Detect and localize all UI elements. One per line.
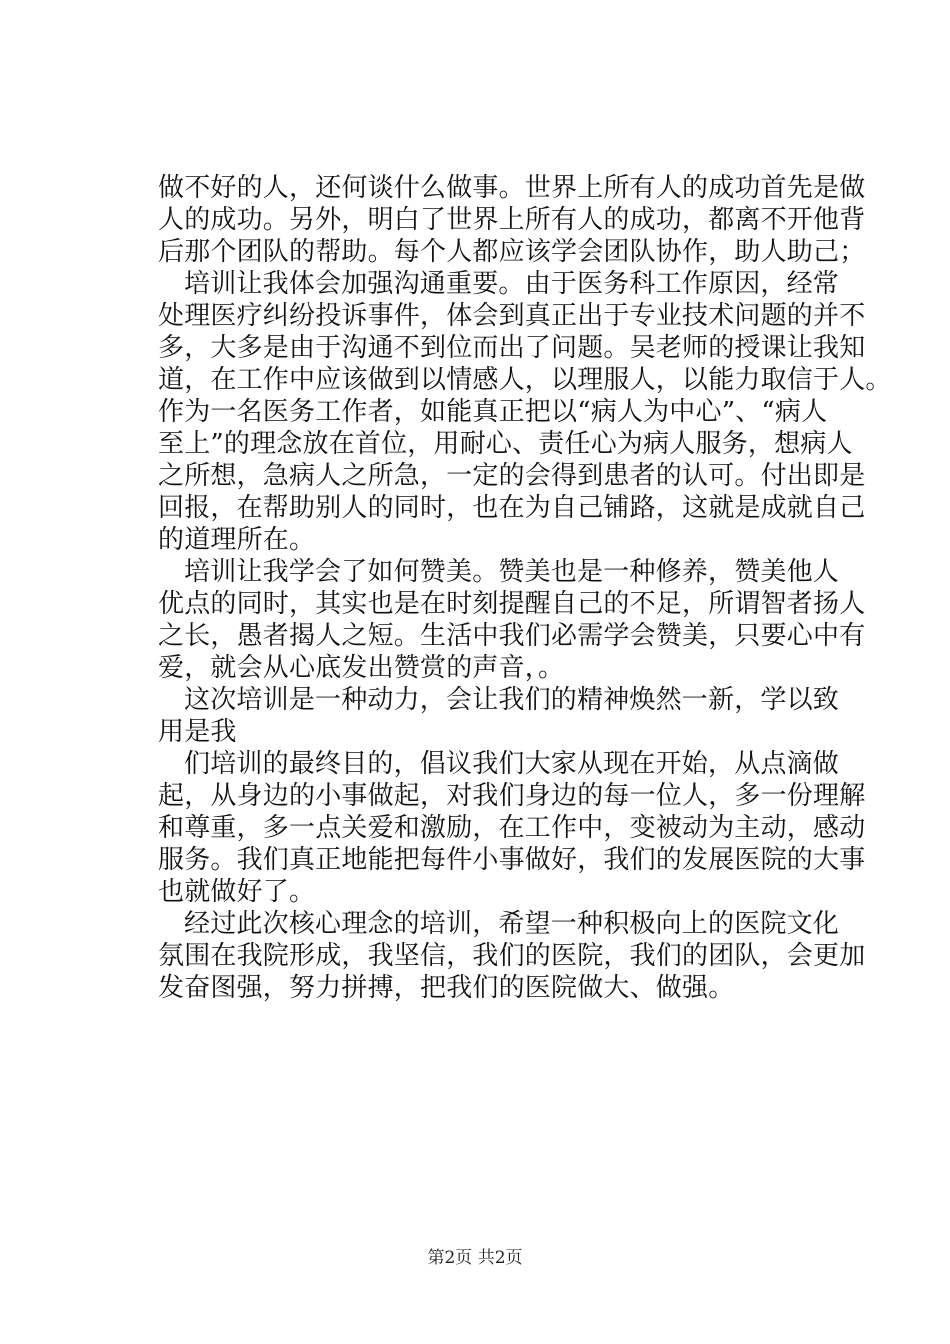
text-line: 氛围在我院形成，我坚信，我们的医院，我们的团队，会更加 — [158, 941, 866, 971]
text-line: 和尊重，多一点关爱和激励，在工作中，变被动为主动，感动 — [158, 813, 866, 843]
text-line: 回报，在帮助别人的同时，也在为自己铺路，这就是成就自己 — [158, 493, 866, 523]
paragraph-start-line: 培训让我学会了如何赞美。赞美也是一种修养，赞美他人 — [184, 557, 840, 587]
paragraph-start-line: 这次培训是一种动力，会让我们的精神焕然一新，学以致 — [184, 685, 840, 715]
text-line: 后那个团队的帮助。每个人都应该学会团队协作，助人助己； — [158, 237, 866, 267]
text-line: 爱，就会从心底发出赞赏的声音，。 — [158, 653, 565, 683]
text-line: 起，从身边的小事做起，对我们身边的每一位人，多一份理解 — [158, 781, 866, 811]
text-line: 也就做好了。 — [158, 877, 316, 907]
text-line: 多，大多是由于沟通不到位而出了问题。吴老师的授课让我知 — [158, 333, 866, 363]
text-line: 用是我 — [158, 717, 237, 747]
text-line: 人的成功。另外，明白了世界上所有人的成功，都离不开他背 — [158, 205, 866, 235]
paragraph-start-line: 培训让我体会加强沟通重要。由于医务科工作原因，经常 — [184, 269, 840, 299]
document-body — [158, 172, 892, 1004]
text-line: 服务。我们真正地能把每件小事做好，我们的发展医院的大事 — [158, 845, 866, 875]
page-footer — [0, 1243, 950, 1268]
text-line: 做不好的人，还何谈什么做事。世界上所有人的成功首先是做 — [158, 173, 866, 203]
paragraph-start-line: 经过此次核心理念的培训，希望一种积极向上的医院文化 — [184, 909, 840, 939]
paragraph-start-line: 们培训的最终目的，倡议我们大家从现在开始，从点滴做 — [184, 749, 840, 779]
text-line: 之所想，急病人之所急，一定的会得到患者的认可。付出即是 — [158, 461, 866, 491]
text-line: 的道理所在。 — [158, 525, 316, 555]
text-line: 优点的同时，其实也是在时刻提醒自己的不足，所谓智者扬人 — [158, 589, 866, 619]
text-line: 之长，愚者揭人之短。生活中我们必需学会赞美，只要心中有 — [158, 621, 866, 651]
text-line: 至上”的理念放在首位，用耐心、责任心为病人服务，想病人 — [158, 429, 853, 459]
text-line: 道，在工作中应该做到以情感人，以理服人，以能力取信于人。 — [158, 365, 892, 395]
text-line: 处理医疗纠纷投诉事件，体会到真正出于专业技术问题的并不 — [158, 301, 866, 331]
text-line: 作为一名医务工作者，如能真正把以“病人为中心”、“病人 — [158, 397, 828, 427]
page-number: 第2页 共2页 — [427, 1248, 523, 1268]
text-line: 发奋图强，努力拼搏，把我们的医院做大、做强。 — [158, 973, 735, 1003]
